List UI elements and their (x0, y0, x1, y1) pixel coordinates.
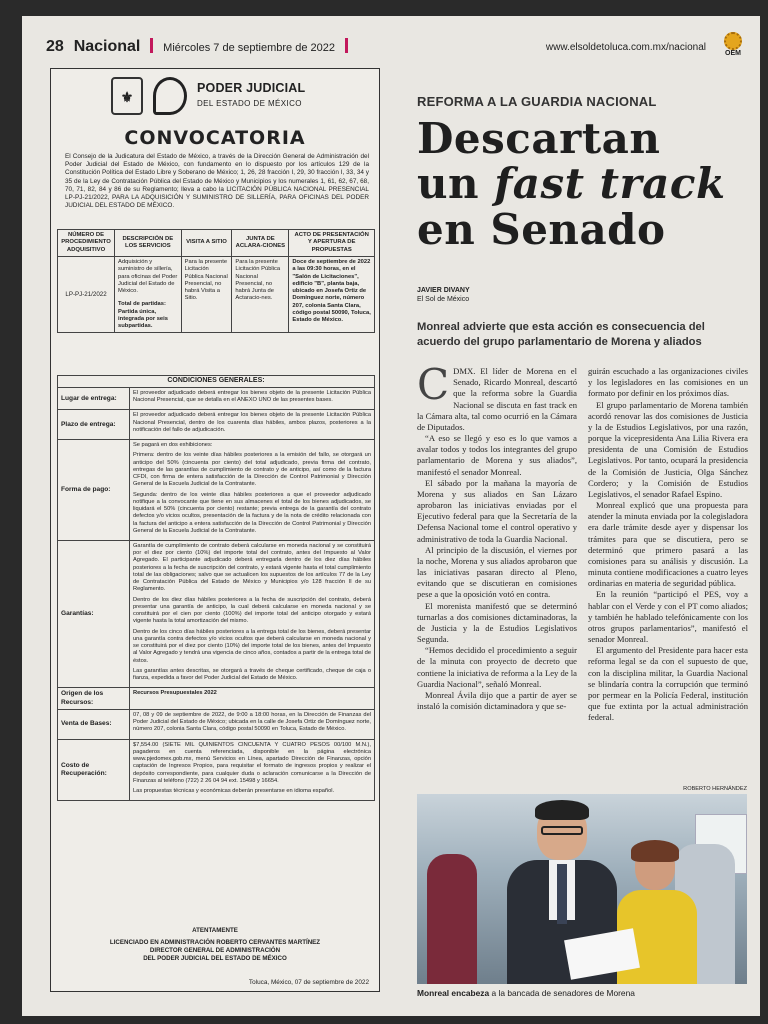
hair (535, 800, 589, 820)
procedure-code: LP-PJ-21/2022 (58, 257, 115, 333)
condition-label: Forma de pago: (58, 440, 130, 541)
condition-text (130, 440, 375, 541)
article-paragraph: Monreal Ávila dijo que a partir de ayer se instaló la comisión dictaminadora y que se- (417, 689, 577, 712)
table-row (58, 709, 375, 739)
condition-paragraph: El proveedor adjudicado deberá entregar los bienes objeto de la presente Licitación Pública Nacional Presencial, que se detalla en el ANEXO UNO de las presentes bases. (133, 390, 371, 404)
conditions-table (57, 387, 375, 801)
attentively: ATENTAMENTE (192, 927, 238, 934)
general-conditions-title: CONDICIONES GENERALES: (57, 375, 375, 388)
article-paragraph: Al principio de la discusión, el viernes por la noche, Morena y sus aliados aprobaron que las iniciativas pasaran directo al Pleno, evitando que se discutieran en comisiones pese a que la oposición votó en contra. (417, 544, 577, 600)
site-visit: Para la presente Licitación Pública Nacional Presencial, no habrá Visita a Sitio. (181, 257, 232, 333)
article-paragraph: “A eso se llegó y eso es lo que vamos a avalar todos y todos los integrantes del grupo parlamentario de Morena y sus aliados”, manifestó el senador Monreal. (417, 433, 577, 477)
signer-title: DIRECTOR GENERAL DE ADMINISTRACIÓN (149, 947, 281, 955)
org-name: PODER JUDICIAL (197, 81, 306, 95)
condition-text (130, 688, 375, 710)
clarification-meeting: Para la presente Licitación Pública Nacional Presencial, no habrá Junta de Actaracio-nes. (232, 257, 289, 333)
table-header-row (58, 230, 375, 257)
signature-block (51, 927, 379, 963)
table-row (58, 440, 375, 541)
section-url[interactable]: www.elsoldetoluca.com.mx/nacional (545, 42, 706, 53)
author-name: JAVIER DIVANY (417, 287, 470, 294)
condition-label: Lugar de entrega: (58, 388, 130, 410)
hair (631, 840, 679, 862)
article-paragraph: “Hemos decidido el procedimiento a seguir de la minuta con proyecto de decreto que contiene la iniciativa de reforma a la Ley de la Guardia Nacional”, señaló Monreal. (417, 645, 577, 689)
byline (417, 286, 470, 304)
page-header (46, 38, 746, 60)
article-paragraph: Monreal explicó que una propuesta para atender la minuta enviada por la colegisladora era darle trámite desde ayer y dispensar los trámites para que se discutiera, pero se determinó que primero pasará a las comisiones para su análisis y discusión. La minuta contiene modificaciones a cuatro leyes ordinarias en materia de seguridad pública. (588, 500, 748, 589)
condition-text (130, 709, 375, 739)
table-row (58, 739, 375, 801)
condition-label: Costo de Recuperación: (58, 739, 130, 801)
tie (557, 864, 567, 924)
section-name: Nacional (73, 38, 141, 55)
article-headline (417, 116, 747, 252)
poder-judicial-logo-icon (153, 77, 187, 115)
condition-paragraph: $7,554.00 (SIETE MIL QUINIENTOS CINCUENTA Y CUATRO PESOS 00/100 M.N.), pagaderos en cuenta referenciada, disponible en la página electrónica www.pjedomex.gob.mx, menú Servicios en Línea, apartado Dirección de Finanzas, opción captación de Ingresos Propios, para requisitar el formato de ingresos propios y realizar el depósito correspondiente, para cualquier duda o aclaración comunicarse a la Dirección de Finanzas al teléfono (722) 2 26 04 94 ext. 15498 y 16654. (133, 741, 371, 784)
drop-cap: C (417, 360, 450, 409)
notice-logos (111, 75, 331, 121)
condition-label: Plazo de entrega: (58, 410, 130, 440)
caption-text: a la bancada de senadores de Morena (489, 988, 635, 998)
place-date: Toluca, México, 07 de septiembre de 2022 (248, 979, 369, 986)
article-paragraph: En la reunión “participó el PES, voy a hablar con el Verde y con el PT como aliados; y también he hablado telefónicamente con los otros grupos parlamentarios”, manifestó el senador Monreal. (588, 589, 748, 645)
oem-logo (720, 32, 746, 62)
headline-line (417, 159, 747, 209)
article-paragraph: El argumento del Presidente para hacer esta reforma legal se da con el supuesto de que, con la disciplina militar, la Guardia Nacional se blindaría contra la corrupción que terminó por permear en la Policía Federal, institución que fue extinta por la actual administración federal. (588, 645, 748, 723)
condition-paragraph: Dentro de los cinco días hábiles posteriores a la entrega total de los bienes, deberá presentar una garantía contra defectos y/o vicios ocultos que deberá calcularse en moneda nacional y se constituirá por el diez por ciento (10%) del importe total de los bienes, antes del Impuesto al Valor Agregado y tendrá una vigencia de cinco años, contados a partir de la entrega total de éstos. (133, 628, 371, 664)
table-row (58, 688, 375, 710)
condition-text (130, 410, 375, 440)
column-header: VISITA A SITIO (181, 230, 232, 257)
background-person (427, 854, 477, 984)
condition-paragraph: Segunda: dentro de los veinte días hábiles posteriores a que el proveedor adjudicado notifique a la convocante que tiene en sus almacenes el total de los bienes adjudicados, se liquidará el 50% (cincuenta por ciento) restante; previa entrega de la garantía del contrato defectos y/o vicios ocultos, presentación de la factura y de la nota de crédito relacionada con la factura del anticipo a entera satisfacción de la Dirección de Control Patrimonial y Dirección General de la Escuela Judicial de la Contratante. (133, 491, 371, 534)
state-crest-icon: ⚜ (111, 77, 143, 115)
header-divider (150, 38, 153, 53)
article-kicker: REFORMA A LA GUARDIA NACIONAL (417, 94, 657, 109)
glasses (541, 826, 583, 835)
table-row (58, 410, 375, 440)
condition-paragraph: Recursos Presupuestales 2022 (133, 690, 217, 697)
condition-paragraph: Primera: dentro de los veinte días hábiles posteriores a la emisión del fallo, se otorgará un anticipo del 50% (cincuenta por ciento) del total adjudicado, previa firma del contrato, entregas de las garantías de cumplimiento de contrato y de anticipo, así como de la factura CFDI, con firma de entera satisfacción de la Dirección de Control Patrimonial y Dirección General de la Escuela Judicial de la Contratante. (133, 452, 371, 488)
article-paragraph: El grupo parlamentario de Morena también acordó renovar las dos comisiones de Justicia y la de Estudios Legislativos, por una razón, porque la vicepresidenta Ana Lilia Rivera era presidenta de una Comisión de Estudios Legislativos. Por tanto, ocupará la presidencia de la Comisión de Justicia, Olga Sánchez Cordero; y la Comisión de Estudios Legislativos, el senador Rafael Espino. (588, 399, 748, 499)
signer-name: LICENCIADO EN ADMINISTRACIÓN ROBERTO CERVANTES MARTÍNEZ (109, 939, 321, 947)
description-text: Adquisición y suministro de sillería, para oficinas del Poder Judicial del Estado de México. (118, 259, 178, 295)
condition-paragraph: Las garantías antes descritas, se otorgará a través de cheque certificado, cheque de caja o fianza, expedida a favor del Poder Judicial del Estado de México. (133, 667, 371, 681)
column-header: NÚMERO DE PROCEDIMIENTO ADQUISITIVO (58, 230, 115, 257)
newspaper-page (22, 16, 760, 1016)
article-paragraph (417, 360, 577, 433)
sun-icon (724, 32, 742, 50)
proposal-opening: Doce de septiembre de 2022 a las 09:30 horas, en el "Salón de Licitaciones", edificio "B", planta baja, ubicado en Josefa Ortiz de Domínguez norte, número 207, colonia Santa Clara, código postal 50090, Toluca, Estado de México. (289, 257, 375, 333)
headline-line: en Senado (417, 204, 666, 254)
column-header: ACTO DE PRESENTACIÓN Y APERTURA DE PROPUESTAS (289, 230, 375, 257)
notice-intro: El Consejo de la Judicatura del Estado de México, a través de la Dirección General de Administración del Poder Judicial del Estado de México, con fundamento en lo dispuesto por los artículos 129 de la Constitución Política del Estado Libre y Soberano de México; 1, 26, 28 fracción I, 29, 30 fracción I, 33, 34 y 35 de la Ley de Contratación Pública del Estado de México y Municipios y los numerales 1, 61, 62, 67, 68, 70, 71, 82, 84 y 86 de su Reglamento; lleva a cabo la LICITACIÓN PÚBLICA NACIONAL PRESENCIAL LP-PJ-21/2022, PARA LA ADQUISICIÓN Y SUMINISTRO DE SILLERÍA, PARA OFICINAS DEL PODER JUDICIAL DEL ESTADO DE MÉXICO. (65, 153, 369, 210)
caption-bold: Monreal encabeza (417, 988, 490, 998)
page-number: 28 (46, 38, 64, 55)
condition-paragraph: 07, 08 y 09 de septiembre de 2022, de 9:00 a 18:00 horas, en la Dirección de Finanzas del Poder Judicial del Estado de México; ubicada en la calle de Josefa Ortiz de Domínguez norte, número 207, colonia Santa Clara, código postal 50090 en Toluca, Estado de México. (133, 711, 371, 733)
condition-paragraph: Se pagará en dos exhibiciones: (133, 442, 213, 449)
description-total: Total de partidas: Partida única, integrada por seis subpartidas. (118, 301, 168, 329)
issue-date: Miércoles 7 de septiembre de 2022 (163, 42, 335, 54)
notice-title: CONVOCATORIA (124, 127, 306, 149)
outlet-name: El Sol de México (417, 296, 470, 304)
headline-italic: fast track (494, 159, 726, 209)
table-row (58, 388, 375, 410)
table-row (58, 257, 375, 333)
condition-text (130, 739, 375, 801)
condition-paragraph: Las propuestas técnicas y económicas deberán presentarse en idioma español. (133, 788, 335, 795)
service-description (115, 257, 182, 333)
article-paragraph: guirán escuchado a las organizaciones civiles y los legisladores en las comisiones en un formato por definir en los próximos días. (588, 366, 748, 399)
article-column-1 (417, 360, 577, 712)
procedure-table (57, 229, 375, 333)
condition-paragraph: El proveedor adjudicado deberá entregar los bienes objeto de la presente Licitación Pública Nacional Presencial, dentro de los cuarenta días hábiles, ambos plazos, posteriores a la notificación del fallo de adjudicación. (133, 412, 371, 433)
article-subhead: Monreal advierte que esta acción es consecuencia del acuerdo del grupo parlamentario de Morena y aliados (417, 321, 705, 348)
headline-line: Descartan (417, 114, 661, 163)
photo-credit: ROBERTO HERNÁNDEZ (683, 786, 747, 792)
article-photo (417, 794, 747, 984)
condition-text (130, 388, 375, 410)
signer-org: DEL PODER JUDICIAL DEL ESTADO DE MÉXICO (143, 955, 287, 963)
article-column-2 (588, 366, 748, 724)
column-header: JUNTA DE ACLARA-CIONES (232, 230, 289, 257)
article-paragraph: El morenista manifestó que se determinó turnarlas a dos comisiones dictaminadoras, la de Justicia y la de Estudios Legislativos Segunda. (417, 600, 577, 645)
convocatoria-notice (50, 68, 380, 992)
table-row (58, 540, 375, 687)
condition-text (130, 540, 375, 687)
condition-label: Venta de Bases: (58, 709, 130, 739)
header-divider (345, 38, 348, 53)
condition-paragraph: Dentro de los diez días hábiles posteriores a la fecha de suscripción del contrato, deberá presentar una garantía de anticipo, la cual deberá calcularse en moneda nacional y se constituirá por el cien por ciento (100%) del importe total del anticipo otorgado y estará vigente hasta la total amortización del mismo. (133, 596, 371, 625)
photo-caption (417, 988, 747, 998)
headline-part: un (417, 159, 495, 209)
paragraph-text: DMX. El líder de Morena en el Senado, Ricardo Monreal, descartó que la reforma sobre la Guardia Nacional se discuta en fast track en la Cámara alta, tal como ocurrió en la Cámara de Diputados. (417, 366, 577, 432)
condition-label: Origen de los Recursos: (58, 688, 130, 710)
column-header: DESCRIPCIÓN DE LOS SERVICIOS (115, 230, 182, 257)
condition-paragraph: Garantía de cumplimiento de contrato deberá calcularse en moneda nacional y se constituirá por el diez por ciento (10%) del importe total del contrato, antes del Impuesto al Valor Agregado. El participante adjudicado deberá entregarla dentro de los diez días hábiles posteriores a la fecha de suscripción del contrato, y estará vigente hasta el total cumplimiento total de las obligaciones; salvo que se actualicen los supuestos de los artículos 77 de la Ley de Contratación Pública del Estado de México y Municipios y/o 128 fracción II de su Reglamento. (133, 542, 371, 593)
article-paragraph: El sábado por la mañana la mayoría de Morena y sus aliados en San Lázaro aprobaron las iniciativas enviadas por el Ejecutivo federal para que la Secretaría de la Defensa Nacional tome el control operativo y administrativo de toda la Guardia Nacional. (417, 477, 577, 544)
oem-logo-text: OEM (725, 50, 741, 57)
poder-judicial-wordmark (197, 81, 337, 109)
condition-label: Garantías: (58, 540, 130, 687)
org-subname: DEL ESTADO DE MÉXICO (197, 98, 302, 108)
